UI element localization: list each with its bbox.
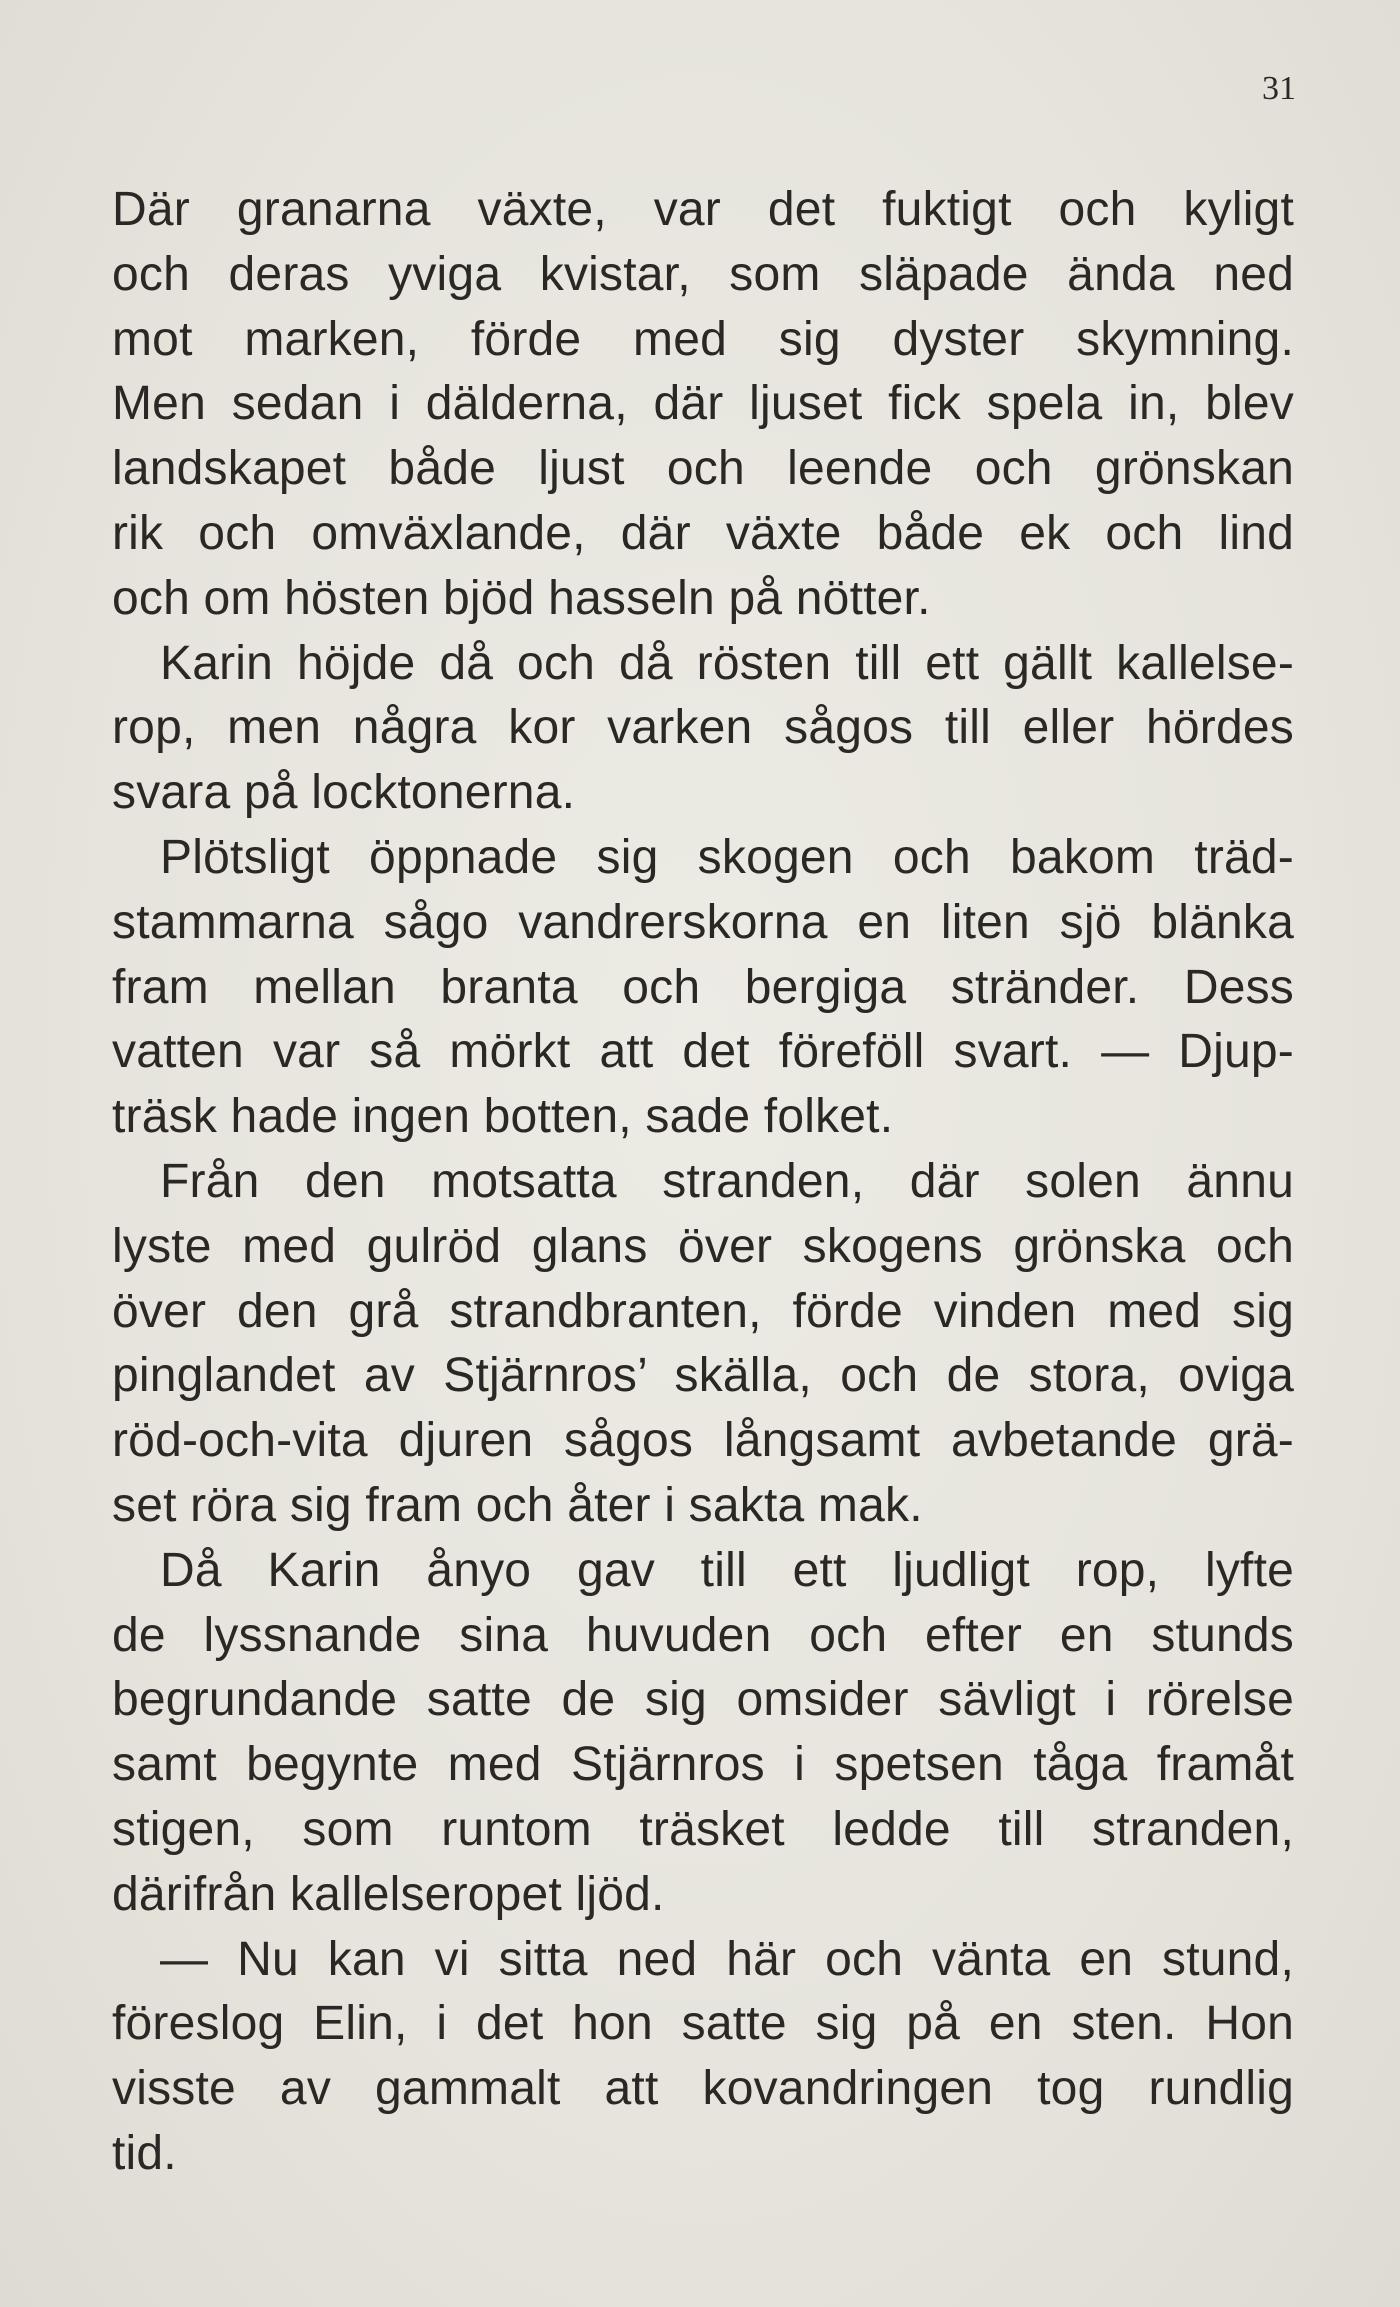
text-line: rop, men några kor varken sågos till eller hördes <box>112 701 1294 755</box>
text-line: träsk hade ingen botten, sade folket. <box>112 1090 894 1144</box>
text-line: Men sedan i dälderna, där ljuset fick spela in, blev <box>112 377 1294 431</box>
page-number: 31 <box>1262 70 1296 107</box>
text-line: stigen, som runtom träsket ledde till stranden, <box>112 1802 1294 1856</box>
text-line: stammarna sågo vandrerskorna en liten sjö blänka <box>112 895 1294 949</box>
text-line: fram mellan branta och bergiga stränder. Dess <box>112 960 1294 1014</box>
text-line: landskapet både ljust och leende och grönskan <box>112 442 1294 496</box>
text-line: därifrån kallelseropet ljöd. <box>112 1867 665 1921</box>
text-line: visste av gammalt att kovandringen tog rundlig <box>112 2062 1294 2116</box>
text-line: vatten var så mörkt att det föreföll svart. — Djup- <box>112 1025 1294 1079</box>
body-text <box>112 178 1294 2187</box>
text-line: set röra sig fram och åter i sakta mak. <box>112 1478 923 1532</box>
text-line: rik och omväxlande, där växte både ek och lind <box>112 506 1294 560</box>
text-line: Från den motsatta stranden, där solen ännu <box>160 1154 1294 1208</box>
text-line: lyste med gulröd glans över skogens grönska och <box>112 1219 1294 1273</box>
text-line: Karin höjde då och då rösten till ett gällt kallelse- <box>160 636 1294 690</box>
text-line: pinglandet av Stjärnros’ skälla, och de stora, oviga <box>112 1349 1294 1403</box>
text-line: Då Karin ånyo gav till ett ljudligt rop, lyfte <box>160 1543 1294 1597</box>
text-line: över den grå strandbranten, förde vinden med sig <box>112 1284 1294 1338</box>
text-line: och deras yviga kvistar, som släpade ända ned <box>112 247 1294 301</box>
text-line: Plötsligt öppnade sig skogen och bakom träd- <box>160 830 1294 884</box>
text-line: svara på locktonerna. <box>112 766 576 820</box>
text-line: tid. <box>112 2126 177 2180</box>
text-line: röd-och-vita djuren sågos långsamt avbetande grä- <box>112 1414 1294 1468</box>
text-line: mot marken, förde med sig dyster skymning. <box>112 312 1294 366</box>
text-line: och om hösten bjöd hasseln på nötter. <box>112 571 931 625</box>
text-line: — Nu kan vi sitta ned här och vänta en stund, <box>160 1932 1294 1986</box>
text-line: Där granarna växte, var det fuktigt och kyligt <box>112 183 1294 236</box>
text-line: de lyssnande sina huvuden och efter en stunds <box>112 1608 1294 1662</box>
text-line: begrundande satte de sig omsider sävligt i rörelse <box>112 1673 1294 1727</box>
text-line: samt begynte med Stjärnros i spetsen tåga framåt <box>112 1738 1294 1792</box>
text-line: föreslog Elin, i det hon satte sig på en sten. Hon <box>112 1997 1294 2051</box>
